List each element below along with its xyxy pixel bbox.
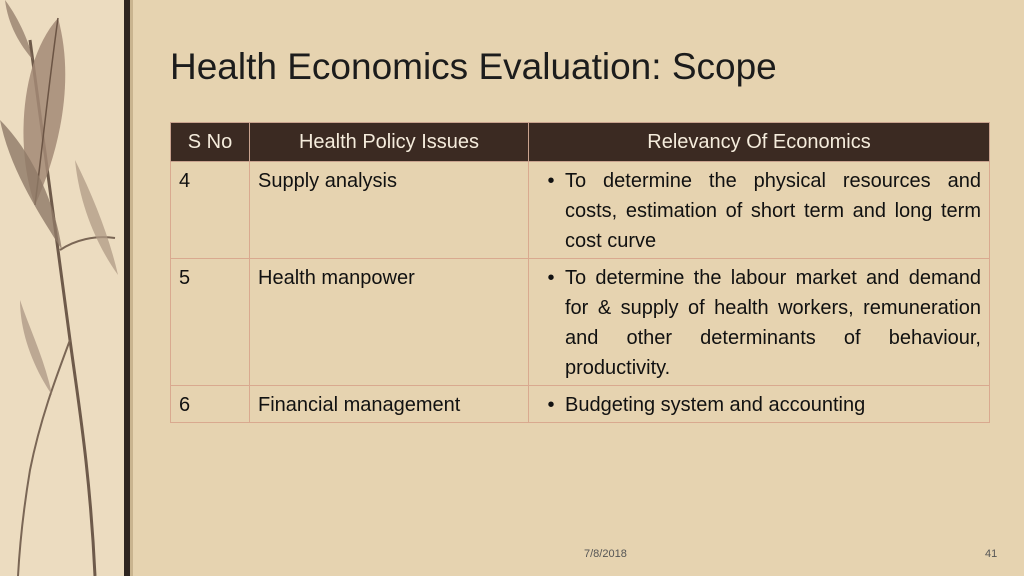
cell-issue: Health manpower — [250, 259, 529, 386]
table-row — [171, 386, 990, 423]
cell-relevancy — [529, 386, 990, 423]
cell-relevancy — [529, 259, 990, 386]
cell-sno: 6 — [171, 386, 250, 423]
table-row — [171, 259, 990, 386]
table-row — [171, 162, 990, 259]
relevancy-text: Budgeting system and accounting — [565, 394, 866, 416]
bullet-icon: • — [547, 267, 555, 289]
cell-issue: Financial management — [250, 386, 529, 423]
footer-date: 7/8/2018 — [584, 548, 627, 560]
header-sno: S No — [171, 123, 250, 162]
leaf-branch-decoration — [0, 0, 124, 576]
scope-table — [170, 122, 990, 423]
header-policy-issues: Health Policy Issues — [250, 123, 529, 162]
relevancy-text: To determine the physical resources and costs, estimation of short term and long term cost curve — [565, 170, 981, 252]
bullet-icon: • — [547, 394, 555, 416]
cell-sno: 5 — [171, 259, 250, 386]
relevancy-text: To determine the labour market and demand for & supply of health workers, remuneration and other determinants of behaviour, productivity. — [565, 267, 981, 379]
header-relevancy: Relevancy Of Economics — [529, 123, 990, 162]
page-number: 41 — [985, 548, 998, 560]
cell-issue: Supply analysis — [250, 162, 529, 259]
bullet-icon: • — [547, 170, 555, 192]
table-header-row — [171, 123, 990, 162]
cell-sno: 4 — [171, 162, 250, 259]
cell-relevancy — [529, 162, 990, 259]
left-divider-stripe — [130, 0, 133, 576]
slide-title: Health Economics Evaluation: Scope — [170, 46, 777, 87]
